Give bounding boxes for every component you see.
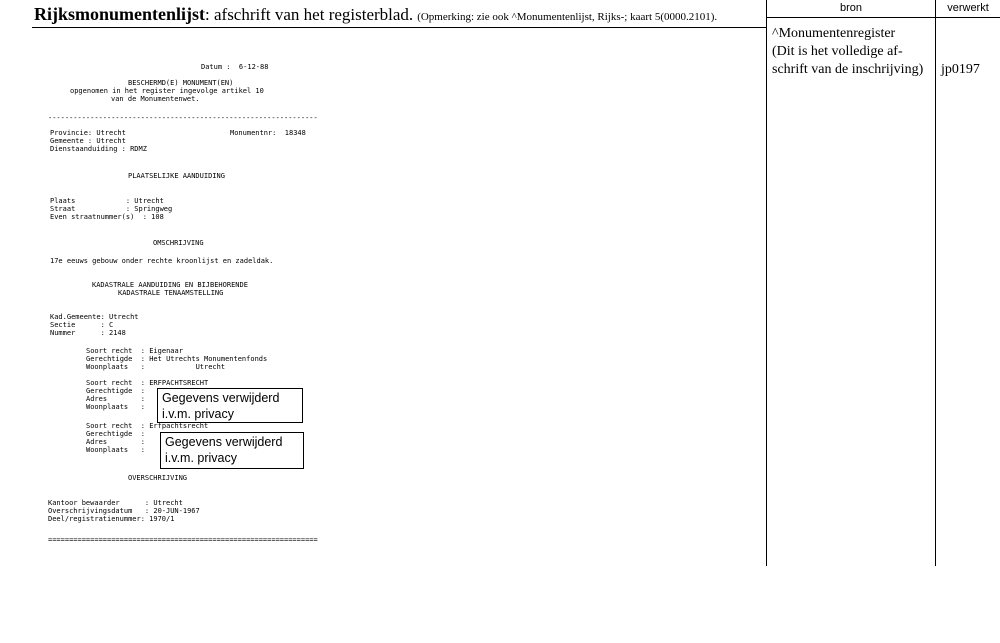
plaats-line: Even straatnummer(s) : 108 [50,213,164,221]
recht-line: Soort recht : Erfpachtsrecht [86,422,209,430]
register-date: Datum : 6-12-88 [201,63,269,71]
column-header-bron: bron [839,2,863,14]
section-heading: KADASTRALE TENAAMSTELLING [118,289,224,297]
verwerkt-cell: jp0197 [941,62,980,77]
section-heading: KADASTRALE AANDUIDING EN BIJBEHORENDE [92,281,248,289]
recht-line: Woonplaats : Utrecht [86,363,226,371]
equals-separator: ================================================================ [48,536,318,544]
recht-line: Gerechtigde : [86,387,146,395]
section-heading: OMSCHRIJVING [153,239,204,247]
table-divider-middle [935,0,936,566]
recht-line: Adres : [86,395,146,403]
register-heading-line: BESCHERMD(E) MONUMENT(EN) [128,79,234,87]
recht-line: Soort recht : ERFPACHTSRECHT [86,379,209,387]
header-rule [32,27,766,28]
privacy-line: Gegevens verwijderd [162,391,280,405]
overschrijving-line: Deel/registratienummer: 1970/1 [48,515,175,523]
bron-cell [772,25,934,79]
register-heading-line: van de Monumentenwet. [111,95,200,103]
register-heading-line: opgenomen in het register ingevolge artikel 10 [70,87,264,95]
omschrijving-text: 17e eeuws gebouw onder rechte kroonlijst en zadeldak. [50,257,274,265]
kadastraal-line: Sectie : C [50,321,114,329]
admin-line: Provincie: Utrecht [50,129,126,137]
privacy-redaction-box [160,432,304,469]
recht-line: Woonplaats : [86,446,146,454]
table-divider-left [766,0,767,566]
recht-line: Gerechtigde : [86,430,146,438]
page-subtitle: : afschrift van het registerblad. [205,5,414,24]
section-heading: OVERSCHRIJVING [128,474,188,482]
privacy-line: Gegevens verwijderd [165,435,283,449]
kadastraal-line: Nummer : 2148 [50,329,126,337]
table-header-rule [766,17,1000,18]
dash-separator: ---------------------------------------------------------------- [48,114,318,122]
privacy-redaction-box [157,388,303,423]
plaats-line: Straat : Springweg [50,205,173,213]
header-note: (Opmerking: zie ook ^Monumentenlijst, Rijks-; kaart 5(0000.2101). [417,11,718,23]
section-heading: PLAATSELIJKE AANDUIDING [128,172,225,180]
monument-number: Monumentnr: 18348 [230,129,306,137]
recht-line: Woonplaats : [86,403,146,411]
overschrijving-line: Overschrijvingsdatum : 20-JUN-1967 [48,507,200,515]
recht-line: Gerechtigde : Het Utrechts Monumentenfonds [86,355,268,363]
page-title: Rijksmonumentenlijst [34,4,206,24]
bron-line: (Dit is het volledige af- [772,44,903,59]
bron-line: ^Monumentenregister [772,26,896,41]
recht-line: Soort recht : Eigenaar [86,347,183,355]
kadastraal-line: Kad.Gemeente: Utrecht [50,313,139,321]
admin-line: Gemeente : Utrecht [50,137,126,145]
admin-line: Dienstaanduiding : RDMZ [50,145,147,153]
bron-line: schrift van de inschrijving) [772,62,924,77]
page-header [34,4,717,25]
column-header-verwerkt: verwerkt [947,2,989,14]
privacy-line: i.v.m. privacy [165,451,237,465]
recht-line: Adres : [86,438,146,446]
privacy-line: i.v.m. privacy [162,407,234,421]
plaats-line: Plaats : Utrecht [50,197,164,205]
overschrijving-line: Kantoor bewaarder : Utrecht [48,499,183,507]
